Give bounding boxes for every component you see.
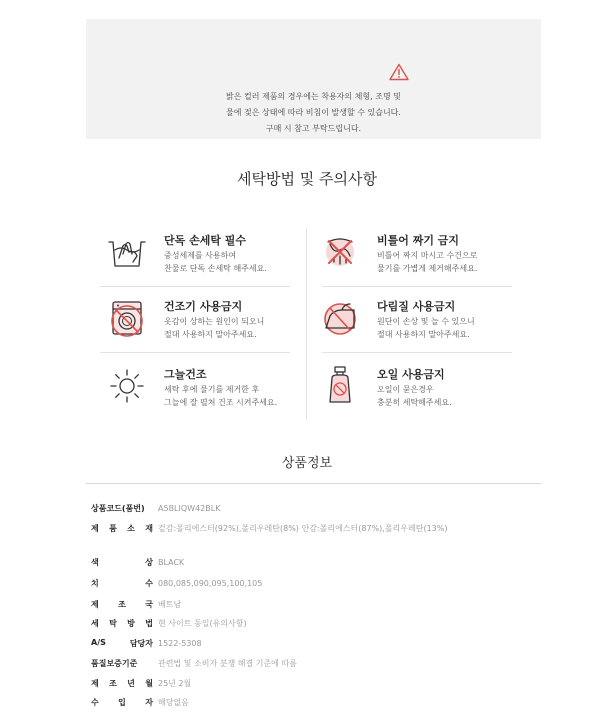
divider xyxy=(322,286,512,287)
info-label: 상품코드(품번) xyxy=(91,504,145,513)
care-item-title: 오일 사용금지 xyxy=(377,368,445,381)
care-item-title: 그늘건조 xyxy=(164,368,207,381)
info-value: 관련법 및 소비자 분쟁 해결 기준에 따름 xyxy=(158,659,297,668)
care-desc-line: 원단이 손상 및 늘 수 있으니 xyxy=(377,317,475,326)
info-section-title: 상품정보 xyxy=(281,456,333,471)
divider xyxy=(100,286,290,287)
divider xyxy=(306,228,307,420)
care-item-desc xyxy=(377,383,452,409)
care-desc-line: 절대 사용하지 말아주세요. xyxy=(377,330,470,339)
info-label: 치 수 xyxy=(91,579,153,588)
care-item-title: 단독 손세탁 필수 xyxy=(164,234,247,247)
info-value: BLACK xyxy=(158,558,185,567)
no-dryer-icon xyxy=(107,298,147,338)
care-item-title: 다림질 사용금지 xyxy=(377,300,456,313)
care-item-title: 건조기 사용금지 xyxy=(164,300,243,313)
info-label: 세 탁 방 법 xyxy=(91,619,153,628)
care-desc-line: 찬물로 단독 손세탁 해주세요. xyxy=(164,264,267,273)
care-desc-line: 절대 사용하지 말아주세요. xyxy=(164,330,257,339)
wash-section-title: 세탁방법 및 주의사항 xyxy=(237,170,377,188)
info-label: 수 입 자 xyxy=(91,698,153,707)
notice-text xyxy=(86,89,541,137)
notice-box xyxy=(86,19,541,139)
care-desc-line: 옷감이 상하는 원인이 되오니 xyxy=(164,317,265,326)
info-label: 제 조 년 월 xyxy=(91,679,153,688)
divider xyxy=(100,352,290,353)
no-iron-icon xyxy=(320,298,360,338)
care-item-title: 비틀어 짜기 금지 xyxy=(377,234,460,247)
notice-line: 물에 젖은 상태에 따라 비침이 발생할 수 있습니다. xyxy=(226,108,401,117)
info-value: 080,085,090,095,100,105 xyxy=(158,579,263,588)
care-item-desc xyxy=(164,383,277,409)
info-value: 현 사이트 동일(유의사항) xyxy=(158,619,247,628)
care-item-desc xyxy=(164,249,267,275)
hand-wash-icon xyxy=(107,232,147,272)
info-value: 25년 2월 xyxy=(158,679,192,688)
care-desc-line: 오일이 묻은경우 xyxy=(377,385,434,394)
no-oil-icon xyxy=(320,366,360,406)
care-desc-line: 중성세제를 사용하여 xyxy=(164,251,237,260)
care-desc-line: 충분히 세탁해주세요. xyxy=(377,398,452,407)
care-item-desc xyxy=(377,315,475,341)
info-value: 해당없음 xyxy=(158,698,189,707)
care-desc-line: 물기를 가볍게 제거해주세요. xyxy=(377,264,478,273)
info-value: 베트남 xyxy=(158,600,182,609)
info-value: 1522-5308 xyxy=(158,639,202,648)
info-divider xyxy=(86,483,541,484)
info-label: 제 조 국 xyxy=(91,600,153,609)
info-label: 제 품 소 재 xyxy=(91,524,153,533)
notice-line: 밝은 컬러 제품의 경우에는 착용자의 체형, 조명 및 xyxy=(226,92,401,101)
care-desc-line: 세탁 후에 물기를 제거한 후 xyxy=(164,385,260,394)
divider xyxy=(322,352,512,353)
info-label: A/S 담당자 xyxy=(91,638,153,648)
notice-line: 구매 시 참고 부탁드립니다. xyxy=(265,124,362,133)
care-item-desc xyxy=(377,249,477,275)
no-wring-icon xyxy=(320,232,360,272)
shade-dry-icon xyxy=(107,366,147,406)
warning-triangle-icon xyxy=(389,63,409,81)
info-label: 품질보증기준 xyxy=(91,659,138,668)
info-label: 색 상 xyxy=(91,558,153,567)
info-value: 겉감:폴리에스터(92%),폴리우레탄(8%) 안감:폴리에스터(87%),폴리우레탄(13%) xyxy=(158,524,448,533)
info-value: A5BLIQW42BLK xyxy=(158,504,221,513)
care-item-desc xyxy=(164,315,264,341)
care-desc-line: 비틀어 짜지 마시고 수건으로 xyxy=(377,251,478,260)
care-desc-line: 그늘에 잘 펼쳐 건조 시켜주세요. xyxy=(164,398,278,407)
